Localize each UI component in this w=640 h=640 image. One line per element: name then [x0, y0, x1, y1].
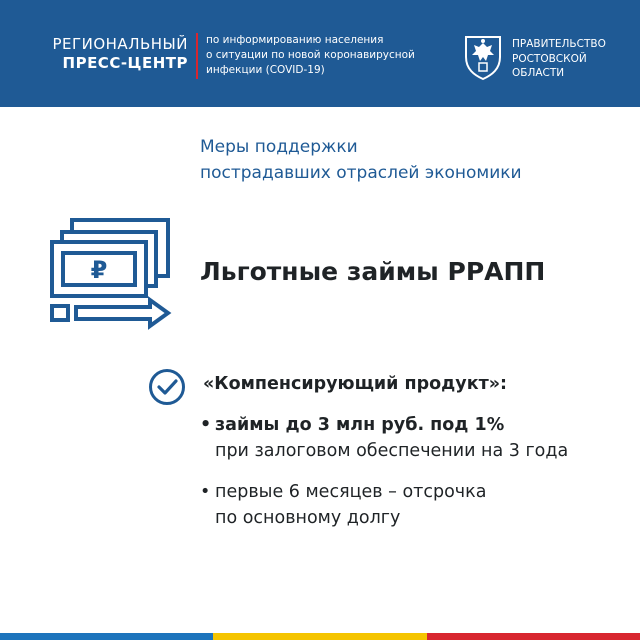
banknotes-ruble-icon	[50, 218, 174, 334]
bullet-1-line-1: • займы до 3 млн руб. под 1%	[200, 412, 568, 438]
main-title: Льготные займы РРАПП	[200, 257, 546, 286]
header-divider	[196, 33, 198, 79]
footer-stripe-red	[427, 633, 640, 640]
brand-line-1: РЕГИОНАЛЬНЫЙ	[52, 35, 188, 53]
coat-of-arms-icon	[462, 33, 504, 81]
section-title-line-2: пострадавших отраслей экономики	[200, 163, 522, 183]
bullet-2-line-2: по основному долгу	[215, 508, 401, 528]
press-center-logo	[52, 35, 188, 73]
bullet-2-line-1: • первые 6 месяцев – отсрочка	[200, 479, 486, 505]
section-title-line-1: Меры поддержки	[200, 137, 358, 157]
list-item	[200, 479, 486, 531]
subtitle-line-2: о ситуации по новой коронавирусной	[206, 49, 415, 61]
government-name	[512, 37, 606, 81]
gov-line-1: ПРАВИТЕЛЬСТВО	[512, 38, 606, 50]
footer-stripe-yellow	[213, 633, 427, 640]
list-item	[200, 412, 568, 464]
header-bar	[0, 0, 640, 107]
check-circle-icon	[148, 368, 186, 406]
subtitle-line-1: по информированию населения	[206, 34, 384, 46]
brand-line-2: ПРЕСС-ЦЕНТР	[62, 54, 188, 72]
gov-line-3: ОБЛАСТИ	[512, 67, 565, 79]
gov-line-2: РОСТОВСКОЙ	[512, 52, 587, 65]
svg-text:₽: ₽	[90, 256, 108, 284]
subtitle-line-3: инфекции (COVID-19)	[206, 64, 325, 76]
header-subtitle	[206, 33, 415, 78]
footer-stripe-blue	[0, 633, 213, 640]
bullet-1-line-2: при залоговом обеспечении на 3 года	[215, 441, 569, 461]
product-title: «Компенсирующий продукт»:	[203, 374, 508, 394]
section-title	[200, 134, 522, 186]
